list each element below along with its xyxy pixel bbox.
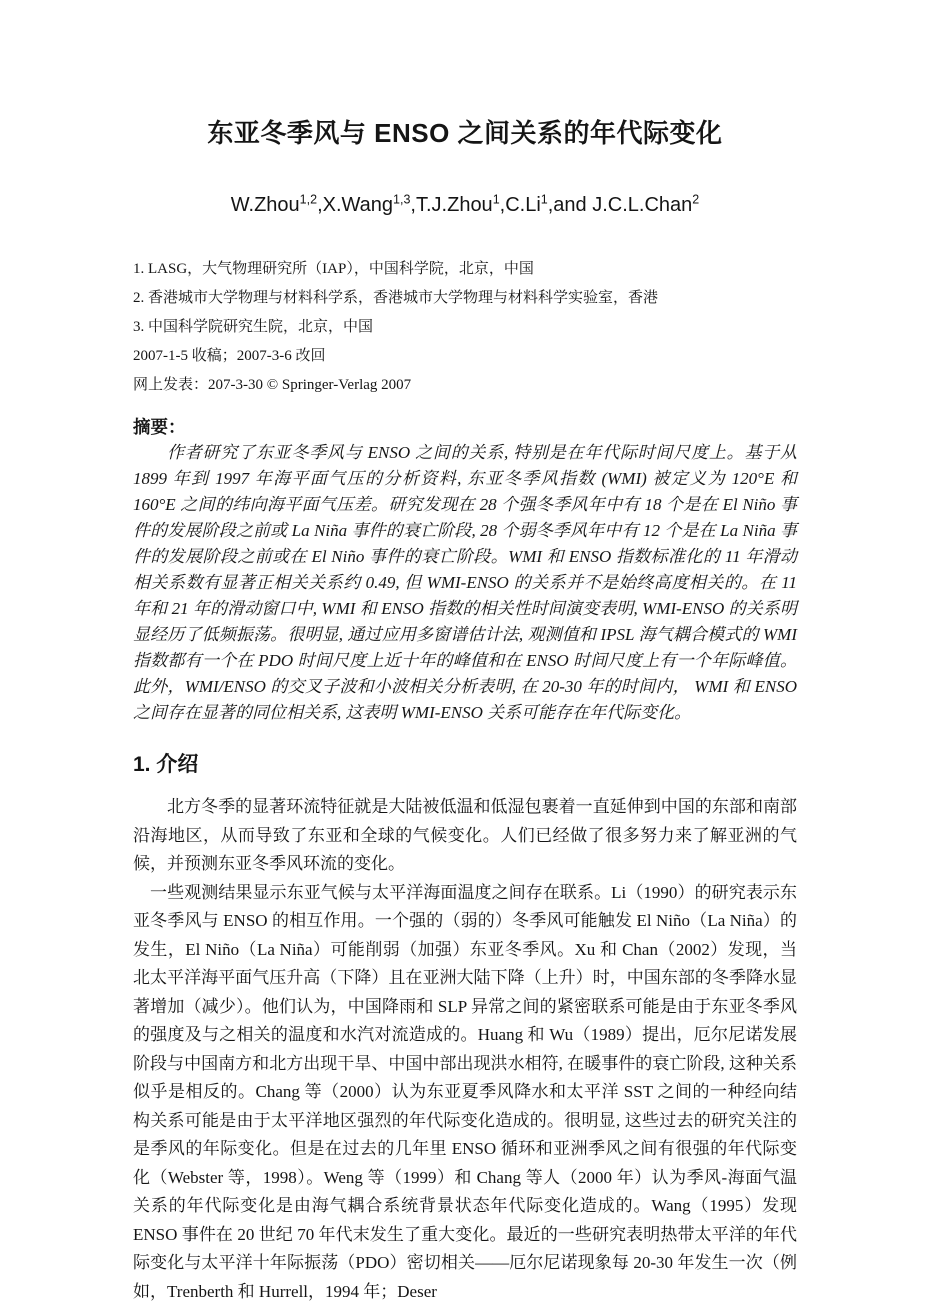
- section-heading-introduction: 1. 介绍: [133, 753, 199, 777]
- author-name: X.Wang: [322, 194, 394, 217]
- affiliation-item-3: 3. 中国科学院研究生院，北京，中国: [133, 319, 374, 336]
- author-superscript: 1: [492, 192, 500, 207]
- author: [416, 194, 505, 216]
- author: [505, 194, 592, 216]
- affiliations-block: [133, 255, 797, 400]
- received-revised-line: 2007-1-5 收稿；2007-3-6 改回: [133, 348, 326, 365]
- author-superscript: 2: [692, 192, 700, 207]
- author-separator: ,: [317, 194, 323, 217]
- author-superscript: 1: [540, 192, 548, 207]
- author-separator: ,: [499, 194, 506, 217]
- author: [323, 194, 416, 216]
- author-superscript: 1,3: [393, 192, 411, 207]
- affiliation-item-2: 2. 香港城市大学物理与材料科学系，香港城市大学物理与材料科学实验室，香港: [133, 290, 659, 307]
- authors-line: [133, 193, 797, 217]
- paper-title: 东亚冬季风与 ENSO 之间关系的年代际变化: [207, 118, 723, 148]
- author-name: C.Li: [505, 194, 541, 217]
- author-superscript: 1,2: [299, 192, 318, 207]
- author-name: W.Zhou: [230, 194, 300, 217]
- intro-paragraph-2: 一些观测结果显示东亚气候与太平洋海面温度之间存在联系。Li（1990）的研究表示东亚冬季风与 ENSO 的相互作用。一个强的（弱的）冬季风可能触发 El Niño（La Niña）的发生，El Niño（La Niña）可能削弱（加强）东亚冬季风。Xu 和 Chan（2002）发现，当北太平洋海平面气压升高（下降）且在亚洲大陆下降（上升）时，中国东部的冬季降水显著增加（减少）。他们认为，中国降雨和 SLP 异常之间的紧密联系可能是由于东亚冬季风的强度及与之相关的温度和水汽对流造成的。Huang 和 Wu（1989）提出，厄尔尼诺发展阶段与中国南方和北方出现干旱、中国中部出现洪水相符, 在暖事件的衰亡阶段, 这种关系似乎是相反的。Chang 等（2000）认为东亚夏季风降水和太平洋 SST 之间的一种经向结构关系可能是由于太平洋地区强烈的年代际变化造成的。很明显, 这些过去的研究关注的是季风的年际变化。但是在过去的几年里 ENSO 循环和亚洲季风之间有很强的年代际变化（Webster 等，1998）。Weng 等（1999）和 Chang 等人（2000 年）认为季风-海面气温关系的年代际变化是由海气耦合系统背景状态年代际变化造成的。Wang（1995）发现 ENSO 事件在 20 世纪 70 年代末发生了重大变化。最近的一些研究表明热带太平洋的年代际变化与太平洋十年际振荡（PDO）密切相关——厄尔尼诺现象每 20-30 年发生一次（例如，Trenberth 和 Hurrell，1994 年；Deser: [133, 882, 797, 1301]
- author-separator: ,: [410, 194, 416, 217]
- author: [592, 194, 699, 216]
- affiliation-item-1: 1. LASG，大气物理研究所（IAP），中国科学院，北京，中国: [133, 261, 534, 278]
- online-published-line: 网上发表：207-3-30 © Springer-Verlag 2007: [133, 377, 412, 394]
- author-name: J.C.L.Chan: [592, 194, 693, 217]
- author: [231, 194, 323, 216]
- abstract-paragraph: 作者研究了东亚冬季风与 ENSO 之间的关系, 特别是在年代际时间尺度上。基于从 1899 年到 1997 年海平面气压的分析资料, 东亚冬季风指数 (WMI) 被定义为 120°E 和 160°E 之间的纬向海平面气压差。研究发现在 28 个强冬季风年中有 18 个是在 El Niño 事件的发展阶段之前或 La Niña 事件的衰亡阶段, 28 个弱冬季风年中有 12 个是在 La Niña 事件的发展阶段之前或在 El Niño 事件的衰亡阶段。WMI 和 ENSO 指数标准化的 11 年滑动相关系数有显著正相关关系约 0.49, 但 WMI-ENSO 的关系并不是始终高度相关的。在 11 年和 21 年的滑动窗口中, WMI 和 ENSO 指数的相关性时间演变表明, WMI-ENSO 的关系明显经历了低频振荡。很明显, 通过应用多窗谱估计法, 观测值和 IPSL 海气耦合模式的 WMI 指数都有一个在 PDO 时间尺度上近十年的峰值和在 ENSO 时间尺度上有一个年际峰值。此外，WMI/ENSO 的交叉子波和小波相关分析表明, 在 20-30 年的时间内， WMI 和 ENSO 之间存在显著的同位相关系, 这表明 WMI-ENSO 关系可能存在年代际变化。: [133, 443, 797, 723]
- author-name: T.J.Zhou: [415, 194, 493, 217]
- abstract-label: 摘要：: [133, 417, 186, 438]
- intro-paragraph-1: 北方冬季的显著环流特征就是大陆被低温和低湿包裹着一直延伸到中国的东部和南部沿海地区，从而导致了东亚和全球的气候变化。人们已经做了很多努力来了解亚洲的气候，并预测东亚冬季风环流的变化。: [133, 797, 797, 874]
- author-separator: ,and: [547, 194, 593, 217]
